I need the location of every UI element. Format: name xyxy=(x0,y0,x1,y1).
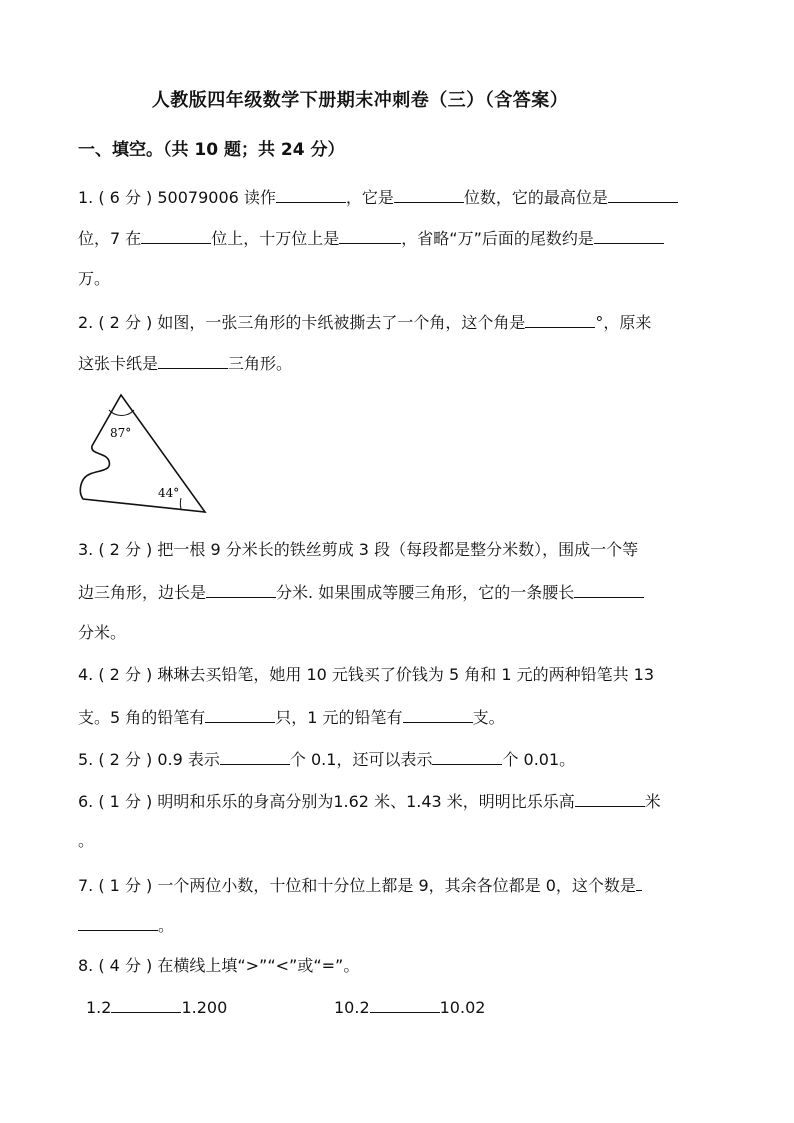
answer-blank[interactable] xyxy=(370,996,440,1013)
q2-line-1 xyxy=(78,311,723,334)
answer-blank[interactable] xyxy=(575,790,645,807)
answer-blank[interactable] xyxy=(276,186,346,203)
q2-text-d: 三角形。 xyxy=(228,354,293,373)
answer-blank[interactable] xyxy=(206,581,276,598)
q6-line-2: 。 xyxy=(78,831,95,850)
answer-blank[interactable] xyxy=(78,914,158,931)
answer-blank[interactable] xyxy=(608,186,678,203)
right-angle-arc xyxy=(180,498,181,509)
q8-compare-1 xyxy=(86,996,227,1019)
q4-text-b: 只，1 元的铅笔有 xyxy=(275,708,403,727)
q3-text-b: 分米. 如果围成等腰三角形，它的一条腰长 xyxy=(276,583,575,602)
q1-text-e: 位上，十万位上是 xyxy=(211,229,340,248)
answer-blank[interactable] xyxy=(158,352,228,369)
q1-text-b: ，它是 xyxy=(345,188,394,207)
q5-text-a: 5. ( 2 分 ) 0.9 表示 xyxy=(78,750,220,769)
q1-text-f: ，省略“万”后面的尾数约是 xyxy=(401,229,594,248)
q7-text-a: 7. ( 1 分 ) 一个两位小数，十位和十分位上都是 9，其余各位都是 0，这个数是 xyxy=(78,876,636,895)
q8-line-1: 8. ( 4 分 ) 在横线上填“>”“<”或“=”。 xyxy=(78,956,360,975)
q8-right-value-1: 1.200 xyxy=(181,998,228,1017)
q2-text-b: °，原来 xyxy=(595,313,652,332)
answer-blank[interactable] xyxy=(403,706,473,723)
q1-line-1 xyxy=(78,186,723,209)
q1-text-a: 1. ( 6 分 ) 50079006 读作 xyxy=(78,188,276,207)
q8-left-value-1: 1.2 xyxy=(86,998,112,1017)
q1-text-d: 位，7 在 xyxy=(78,229,142,248)
answer-blank[interactable] xyxy=(394,186,464,203)
q2-line-2 xyxy=(78,352,723,375)
triangle-diagram xyxy=(78,392,213,517)
answer-blank[interactable] xyxy=(220,748,290,765)
q7-line-1 xyxy=(78,874,723,897)
q1-line-2 xyxy=(78,227,723,250)
answer-blank[interactable] xyxy=(525,311,595,328)
answer-blank[interactable] xyxy=(432,748,502,765)
q2-text-a: 2. ( 2 分 ) 如图，一张三角形的卡纸被撕去了一个角，这个角是 xyxy=(78,313,526,332)
answer-blank[interactable] xyxy=(574,581,644,598)
q3-line-3: 分米。 xyxy=(78,623,127,642)
torn-triangle-figure xyxy=(78,392,213,521)
answer-blank[interactable] xyxy=(339,227,401,244)
answer-blank[interactable] xyxy=(205,706,275,723)
q6-line-1 xyxy=(78,790,723,813)
q7-line-2 xyxy=(78,914,723,937)
q2-text-c: 这张卡纸是 xyxy=(78,354,159,373)
q3-line-2 xyxy=(78,581,723,604)
exam-title: 人教版四年级数学下册期末冲刺卷（三）（含答案） xyxy=(151,90,569,111)
q3-line-1: 3. ( 2 分 ) 把一根 9 分米长的铁丝剪成 3 段（每段都是整分米数），围成一个等 xyxy=(78,540,639,559)
q5-text-b: 个 0.1，还可以表示 xyxy=(289,750,433,769)
q8-compare-2 xyxy=(334,996,485,1019)
q7-text-b: 。 xyxy=(158,916,175,935)
q4-line-2 xyxy=(78,706,723,729)
q5-line-1 xyxy=(78,748,723,771)
q4-text-c: 支。 xyxy=(472,708,505,727)
q6-text-a: 6. ( 1 分 ) 明明和乐乐的身高分别为1.62 米、1.43 米，明明比乐乐高 xyxy=(78,792,575,811)
q6-text-b: 米 xyxy=(644,792,661,811)
q8-right-value-2: 10.02 xyxy=(439,998,486,1017)
triangle-outline xyxy=(80,395,205,512)
q4-line-1: 4. ( 2 分 ) 琳琳去买铅笔，她用 10 元钱买了价钱为 5 角和 1 元的两种铅笔共 13 xyxy=(78,665,655,684)
q1-line-3: 万。 xyxy=(78,269,111,288)
answer-blank[interactable] xyxy=(111,996,181,1013)
q3-text-a: 边三角形，边长是 xyxy=(78,583,207,602)
q1-text-c: 位数，它的最高位是 xyxy=(463,188,608,207)
angle-label-top: 87° xyxy=(110,426,132,440)
section-heading: 一、填空。（共 10 题；共 24 分） xyxy=(78,140,345,160)
answer-blank[interactable] xyxy=(636,874,642,891)
answer-blank[interactable] xyxy=(594,227,664,244)
angle-label-right: 44° xyxy=(158,486,180,500)
q8-left-value-2: 10.2 xyxy=(334,998,370,1017)
q4-text-a: 支。5 角的铅笔有 xyxy=(78,708,206,727)
q5-text-c: 个 0.01。 xyxy=(502,750,576,769)
answer-blank[interactable] xyxy=(141,227,211,244)
